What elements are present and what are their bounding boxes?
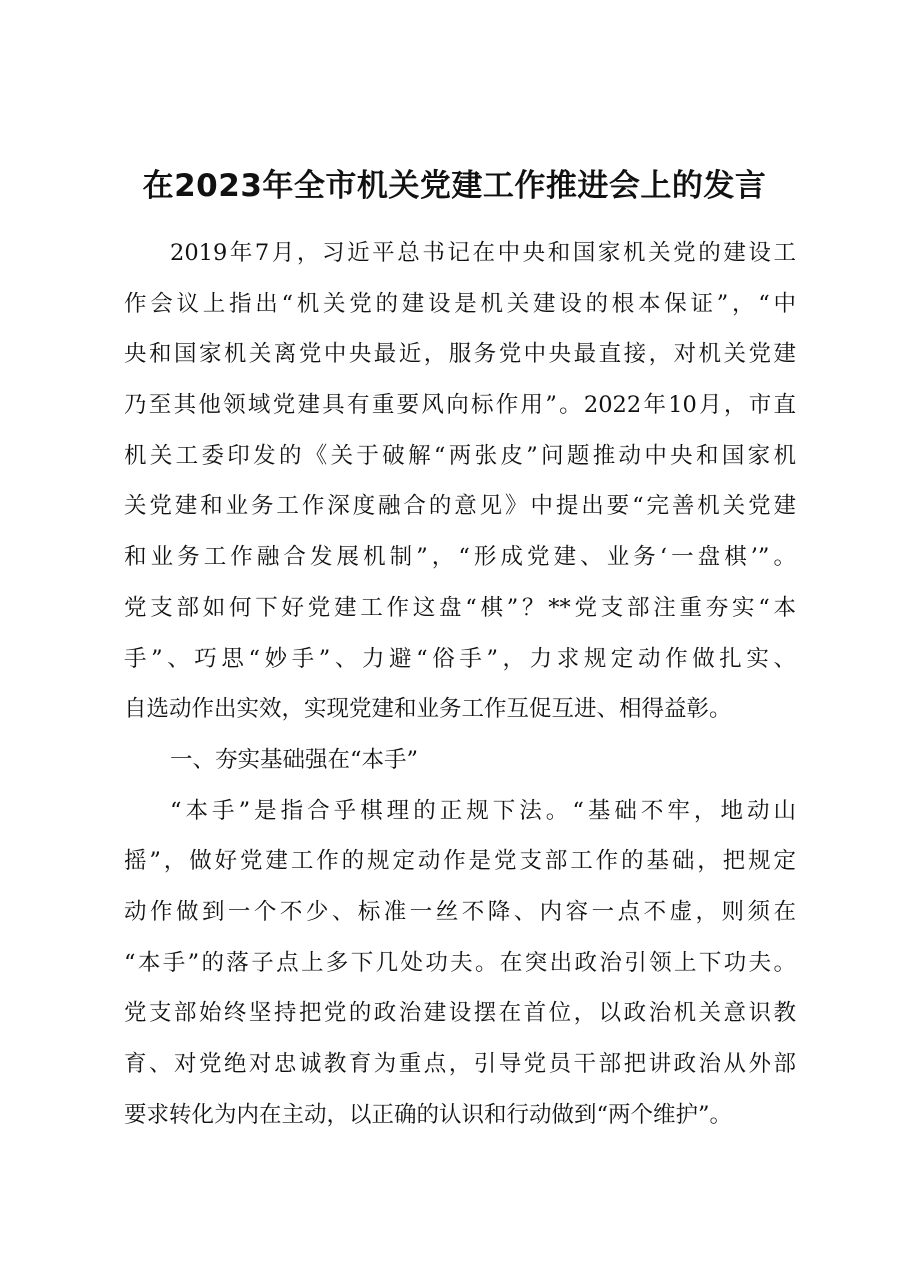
document-title: 在2023年全市机关党建工作推进会上的发言: [142, 168, 767, 204]
paragraph-line: 和业务工作融合发展机制”，“形成党建、业务‘一盘棋’”。: [124, 544, 796, 571]
paragraph-line: 央和国家机关离党中央最近，服务党中央最直接，对机关党建: [124, 341, 796, 368]
paragraph-line: 要求转化为内在主动，以正确的认识和行动做到“两个维护”。: [124, 1101, 733, 1128]
paragraph-line: “本手”的落子点上多下几处功夫。在突出政治引领上下功夫。: [124, 949, 796, 976]
document-body: [124, 228, 796, 1140]
paragraph-line: 乃至其他领域党建具有重要风向标作用”。2022年10月，市直: [124, 392, 796, 419]
paragraph-line: 手”、巧思“妙手”、力避“俗手”，力求规定动作做扎实、: [124, 645, 796, 672]
paragraph-line: 摇”，做好党建工作的规定动作是党支部工作的基础，把规定: [124, 848, 796, 875]
paragraph-line: 党支部始终坚持把党的政治建设摆在首位，以政治机关意识教: [124, 1000, 796, 1027]
paragraph-line: 作会议上指出“机关党的建设是机关建设的根本保证”，“中: [124, 290, 796, 317]
paragraph-line: 机关工委印发的《关于破解“两张皮”问题推动中央和国家机: [124, 442, 796, 469]
paragraph-line: 自选动作出实效，实现党建和业务工作互促互进、相得益彰。: [124, 696, 732, 723]
paragraph-line: 育、对党绝对忠诚教育为重点，引导党员干部把讲政治从外部: [124, 1051, 796, 1077]
paragraph-line: “本手”是指合乎棋理的正规下法。“基础不牢，地动山: [170, 797, 796, 824]
paragraph-line: 2019年7月，习近平总书记在中央和国家机关党的建设工: [170, 240, 796, 266]
section-heading: 一、夯实基础强在“本手”: [170, 746, 419, 773]
paragraph-line: 关党建和业务工作深度融合的意见》中提出要“完善机关党建: [124, 493, 796, 520]
paragraph-line: 党支部如何下好党建工作这盘“棋”？**党支部注重夯实“本: [124, 594, 796, 621]
paragraph-line: 动作做到一个不少、标准一丝不降、内容一点不虚，则须在: [124, 898, 796, 925]
